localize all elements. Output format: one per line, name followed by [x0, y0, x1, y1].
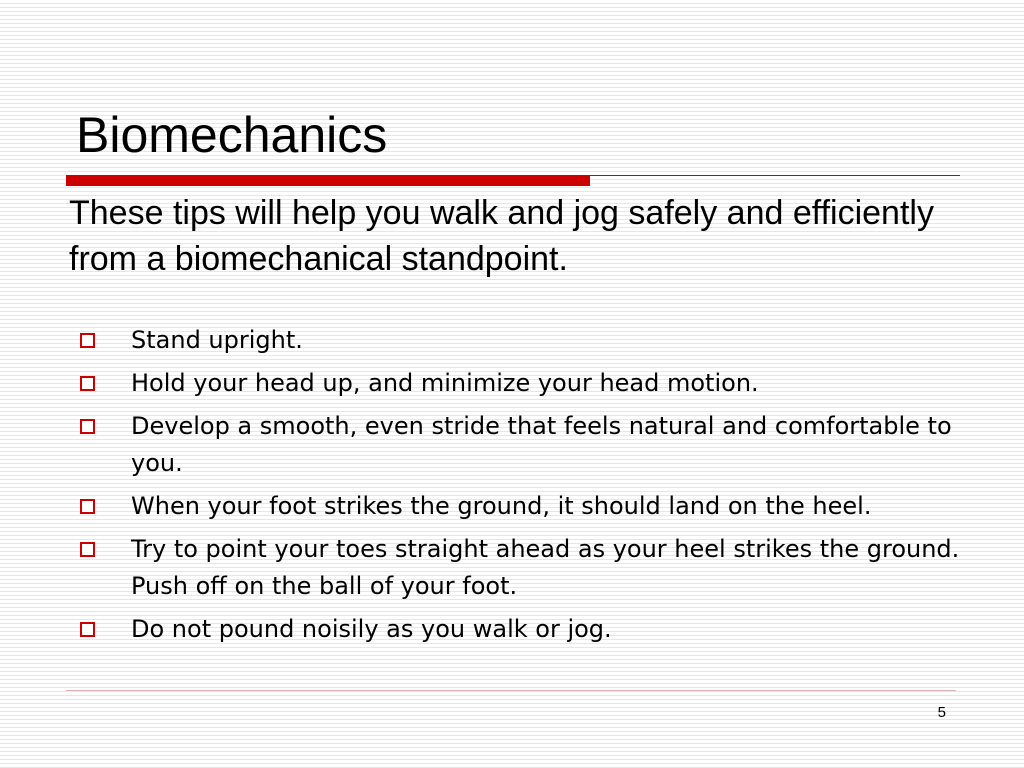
bullet-text: Try to point your toes straight ahead as your heel strikes the ground. Push off on the ball of your foot.	[131, 535, 960, 600]
bullet-text: Hold your head up, and minimize your head motion.	[131, 369, 759, 397]
bullet-item	[0, 611, 1024, 648]
square-bullet-icon	[80, 622, 95, 637]
title-underline-thin	[590, 175, 960, 176]
square-bullet-icon	[80, 542, 95, 557]
bullet-text: Stand upright.	[131, 326, 303, 354]
bullet-text: Do not pound noisily as you walk or jog.	[131, 615, 612, 643]
slide-title: Biomechanics	[76, 107, 388, 163]
bullet-item	[0, 408, 1024, 482]
page-number: 5	[937, 704, 946, 721]
bullet-item	[0, 531, 1024, 605]
bullet-text: When your foot strikes the ground, it should land on the heel.	[131, 492, 872, 520]
bullet-text: Develop a smooth, even stride that feels natural and comfortable to you.	[131, 412, 952, 477]
bullet-item	[0, 322, 1024, 359]
title-underline-thick	[66, 175, 590, 186]
bullet-item	[0, 365, 1024, 402]
square-bullet-icon	[80, 499, 95, 514]
square-bullet-icon	[80, 419, 95, 434]
slide-subtitle: These tips will help you walk and jog safely and efficiently from a biomechanical standpoint.	[69, 194, 934, 278]
square-bullet-icon	[80, 333, 95, 348]
bullet-item	[0, 488, 1024, 525]
footer-divider	[66, 690, 956, 691]
bullet-list	[0, 322, 1024, 654]
square-bullet-icon	[80, 376, 95, 391]
